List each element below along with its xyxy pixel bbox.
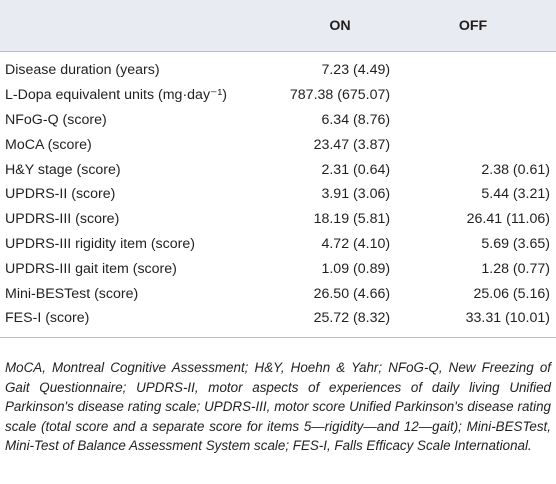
header-on-column: ON xyxy=(290,0,390,52)
row-off-value: 26.41 (11.06) xyxy=(466,211,550,228)
row-off-value: 1.28 (0.77) xyxy=(481,260,550,277)
row-on-value: 18.19 (5.81) xyxy=(313,211,391,228)
table-row xyxy=(0,108,556,133)
table-row xyxy=(0,182,556,207)
table-row xyxy=(0,132,556,157)
row-label: UPDRS-II (score) xyxy=(5,186,116,203)
table-row xyxy=(0,207,556,232)
row-on-value: 2.31 (0.64) xyxy=(321,161,391,178)
row-label: UPDRS-III (score) xyxy=(5,211,120,228)
table-body xyxy=(0,52,556,338)
table-footnote: MoCA, Montreal Cognitive Assessment; H&Y, Hoehn & Yahr; NFoG-Q, New Freezing of Gait Questionnaire; UPDRS-II, motor aspects of experiences of daily living Unified Parkinson's disease rating scale; UPDRS-III, motor score Unified Parkinson's disease rating scale (total score and a separate score for items 5—rigidity—and 12—gait); Mini-BESTest, Mini-Test of Balance Assessment System scale; FES-I, Falls Efficacy Scale International. xyxy=(5,360,551,453)
row-off-value xyxy=(390,132,556,157)
row-on-value: 3.91 (3.06) xyxy=(321,186,391,203)
row-on-value: 23.47 (3.87) xyxy=(313,136,391,153)
row-off-value: 25.06 (5.16) xyxy=(473,285,550,302)
table-row xyxy=(0,256,556,281)
row-off-value: 33.31 (10.01) xyxy=(390,306,556,337)
header-row xyxy=(0,0,556,52)
row-label: UPDRS-III gait item (score) xyxy=(5,260,177,277)
row-label: NFoG-Q (score) xyxy=(5,111,107,128)
table-row xyxy=(0,157,556,182)
table-row xyxy=(0,232,556,257)
row-label: UPDRS-III rigidity item (score) xyxy=(5,235,195,252)
row-label: H&Y stage (score) xyxy=(5,161,121,178)
row-on-value: 26.50 (4.66) xyxy=(313,285,391,302)
row-on-value: 7.23 (4.49) xyxy=(321,62,391,79)
row-off-value xyxy=(390,83,556,108)
header-label-column xyxy=(0,0,290,52)
row-label: L-Dopa equivalent units (mg·day⁻¹) xyxy=(5,87,227,104)
row-off-value: 5.44 (3.21) xyxy=(481,186,550,203)
table-row xyxy=(0,306,556,337)
table-row xyxy=(0,281,556,306)
row-off-value: 2.38 (0.61) xyxy=(481,161,550,178)
header-off-column: OFF xyxy=(390,0,556,52)
row-on-value: 25.72 (8.32) xyxy=(290,306,390,337)
row-label: Mini-BESTest (score) xyxy=(5,285,139,302)
row-off-value: 5.69 (3.65) xyxy=(481,235,550,252)
row-label: MoCA (score) xyxy=(5,136,92,153)
row-off-value xyxy=(390,108,556,133)
row-on-value: 787.38 (675.07) xyxy=(289,87,391,104)
row-on-value: 4.72 (4.10) xyxy=(321,235,391,252)
table-row xyxy=(0,52,556,83)
row-label: Disease duration (years) xyxy=(5,62,160,79)
table-header xyxy=(0,0,556,52)
row-label: FES-I (score) xyxy=(0,306,290,337)
row-on-value: 6.34 (8.76) xyxy=(321,111,391,128)
row-off-value xyxy=(390,52,556,83)
table-row xyxy=(0,83,556,108)
row-on-value: 1.09 (0.89) xyxy=(321,260,391,277)
